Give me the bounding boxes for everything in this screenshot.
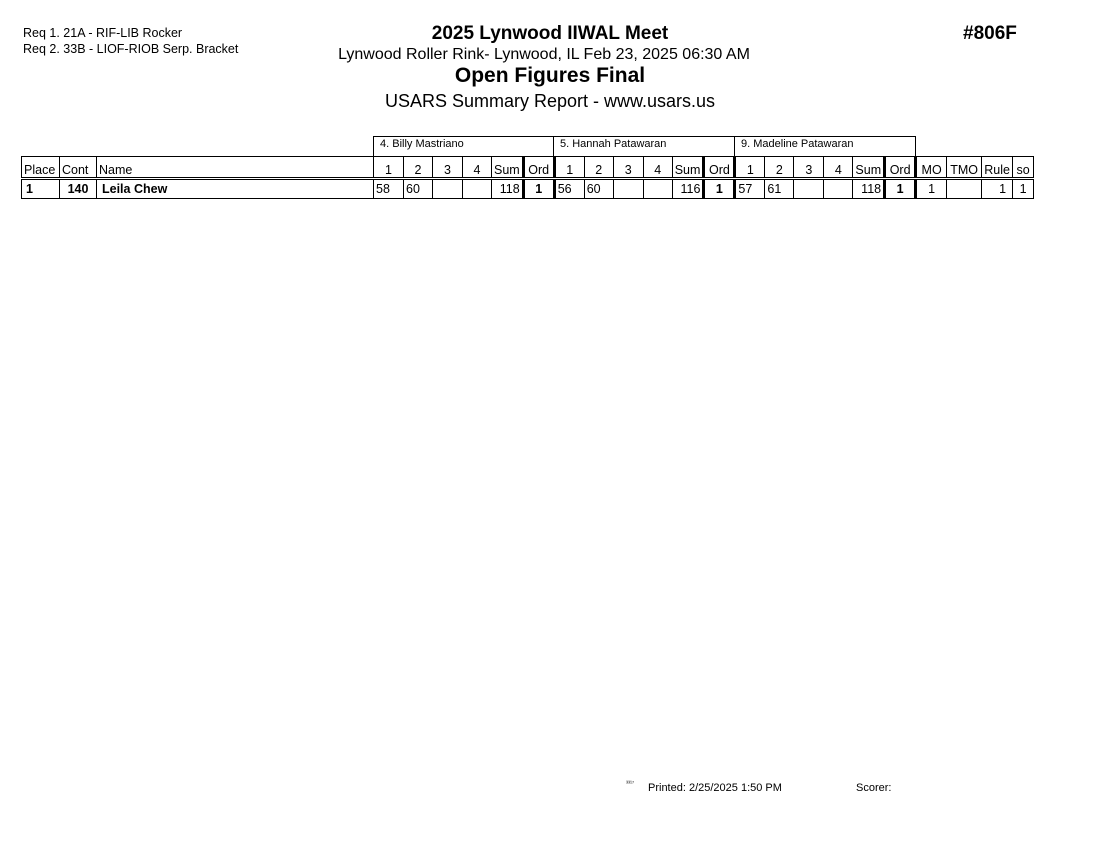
col-j3-fig1: 1	[735, 157, 765, 179]
col-so: so	[1013, 157, 1034, 179]
footer-code: ³³¹⁷	[626, 781, 635, 787]
col-j2-fig2: 2	[584, 157, 613, 179]
result-j3-s1: 57	[735, 179, 765, 199]
result-j3-s4	[824, 179, 853, 199]
col-j2-fig4: 4	[643, 157, 672, 179]
result-j1-s1: 58	[374, 179, 404, 199]
col-j3-sum: Sum	[853, 157, 885, 179]
result-j3-s3	[794, 179, 824, 199]
judge-label-1: 4. Billy Mastriano	[373, 136, 554, 156]
result-j3-ord: 1	[885, 179, 916, 199]
col-j3-ord: Ord	[885, 157, 916, 179]
result-so: 1	[1013, 179, 1034, 199]
table-header-row	[22, 157, 1034, 179]
result-mo: 1	[916, 179, 947, 199]
col-j1-sum: Sum	[492, 157, 524, 179]
result-place: 1	[22, 179, 60, 199]
result-j1-ord: 1	[523, 179, 554, 199]
result-name: Leila Chew	[97, 179, 374, 199]
result-rule: 1	[982, 179, 1013, 199]
result-j1-s3	[433, 179, 463, 199]
result-tmo	[947, 179, 982, 199]
requirement-1: Req 1. 21A - RIF-LIB Rocker	[23, 26, 183, 40]
result-j2-s3	[613, 179, 643, 199]
col-j1-fig3: 3	[433, 157, 463, 179]
judge-label-3: 9. Madeline Patawaran	[734, 136, 916, 156]
result-j2-s4	[643, 179, 672, 199]
result-j2-sum: 116	[672, 179, 704, 199]
result-j1-sum: 118	[492, 179, 524, 199]
col-j1-fig2: 2	[404, 157, 433, 179]
col-j3-fig3: 3	[794, 157, 824, 179]
col-j3-fig4: 4	[824, 157, 853, 179]
col-j3-fig2: 2	[765, 157, 794, 179]
col-j2-sum: Sum	[672, 157, 704, 179]
col-j1-ord: Ord	[523, 157, 554, 179]
col-cont: Cont	[60, 157, 97, 179]
result-j2-ord: 1	[704, 179, 735, 199]
report-line: USARS Summary Report - www.usars.us	[384, 91, 716, 111]
col-j2-fig3: 3	[613, 157, 643, 179]
col-j2-fig1: 1	[554, 157, 584, 179]
col-rule: Rule	[982, 157, 1013, 179]
result-j2-s1: 56	[554, 179, 584, 199]
result-j2-s2: 60	[584, 179, 613, 199]
col-name: Name	[97, 157, 374, 179]
result-j3-sum: 118	[853, 179, 885, 199]
col-j1-fig1: 1	[374, 157, 404, 179]
result-j1-s2: 60	[404, 179, 433, 199]
col-j2-ord: Ord	[704, 157, 735, 179]
col-place: Place	[22, 157, 60, 179]
requirement-2: Req 2. 33B - LIOF-RIOB Serp. Bracket	[23, 42, 239, 56]
result-j1-s4	[463, 179, 492, 199]
printed-timestamp: Printed: 2/25/2025 1:50 PM	[648, 782, 782, 794]
col-mo: MO	[916, 157, 947, 179]
event-name: Open Figures Final	[454, 64, 646, 87]
meet-title: 2025 Lynwood IIWAL Meet	[431, 23, 669, 44]
table-row	[22, 179, 1034, 199]
event-number: #806F	[963, 23, 1017, 44]
result-j3-s2: 61	[765, 179, 794, 199]
col-j1-fig4: 4	[463, 157, 492, 179]
result-cont: 140	[60, 179, 97, 199]
location-line: Lynwood Roller Rink- Lynwood, IL Feb 23, 2025 06:30 AM	[338, 46, 750, 63]
scorer-label: Scorer:	[856, 782, 892, 794]
col-tmo: TMO	[947, 157, 982, 179]
results-table	[21, 156, 1034, 199]
judge-label-2: 5. Hannah Patawaran	[553, 136, 735, 156]
